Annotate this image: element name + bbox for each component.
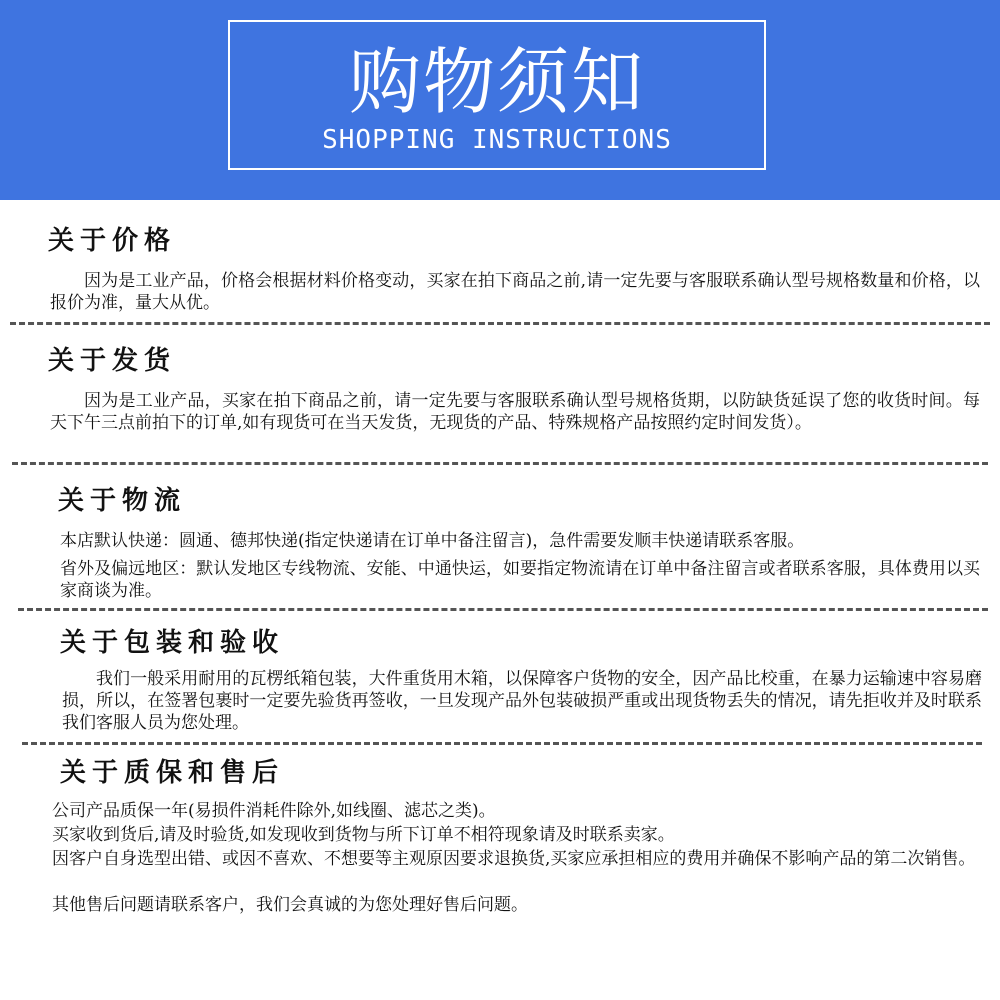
- section-heading: 关于质保和售后: [60, 758, 285, 788]
- section-paragraph: 因为是工业产品，买家在拍下商品之前，请一定先要与客服联系确认型号规格货期，以防缺货延误了您的收货时间。每天下午三点前拍下的订单,如有现货可在当天发货，无现货的产品、特殊规格产品按照约定时间发货）。: [50, 391, 980, 433]
- section-heading: 关于发货: [48, 346, 177, 376]
- banner-frame: [228, 20, 766, 170]
- section-paragraph: 本店默认快递：圆通、德邦快递(指定快递请在订单中备注留言)，急件需要发顺丰快递请联系客服。: [60, 531, 805, 551]
- section-paragraph: 公司产品质保一年(易损件消耗件除外,如线圈、滤芯之类)。: [52, 801, 496, 821]
- section-paragraph: 因为是工业产品，价格会根据材料价格变动，买家在拍下商品之前,请一定先要与客服联系确认型号规格数量和价格，以报价为准，量大从优。: [50, 271, 980, 313]
- dashed-divider: [22, 742, 982, 745]
- dashed-divider: [12, 462, 988, 465]
- section-heading: 关于价格: [48, 226, 177, 256]
- page-subtitle: SHOPPING INSTRUCTIONS: [322, 125, 672, 155]
- section-heading: 关于物流: [58, 486, 187, 516]
- section-paragraph: 其他售后问题请联系客户，我们会真诚的为您处理好售后问题。: [52, 895, 528, 915]
- section-paragraph: 我们一般采用耐用的瓦楞纸箱包装，大件重货用木箱，以保障客户货物的安全，因产品比校重，在暴力运输速中容易磨损，所以，在签署包裹时一定要先验货再签收，一旦发现产品外包装破损严重或出现货物丢失的情况，请先拒收并及时联系我们客服人员为您处理。: [62, 669, 982, 733]
- header-banner: [0, 0, 1000, 200]
- section-paragraph: 因客户自身选型出错、或因不喜欢、不想要等主观原因要求退换货,买家应承担相应的费用并确保不影响产品的第二次销售。: [52, 849, 976, 869]
- section-paragraph: 省外及偏远地区：默认发地区专线物流、安能、中通快运，如要指定物流请在订单中备注留言或者联系客服，具体费用以买家商谈为准。: [60, 559, 980, 601]
- section-paragraph: 买家收到货后,请及时验货,如发现收到货物与所下订单不相符现象请及时联系卖家。: [52, 825, 675, 845]
- page-title: 购物须知: [348, 40, 645, 124]
- dashed-divider: [10, 322, 990, 325]
- dashed-divider: [18, 608, 988, 611]
- section-heading: 关于包装和验收: [60, 628, 285, 658]
